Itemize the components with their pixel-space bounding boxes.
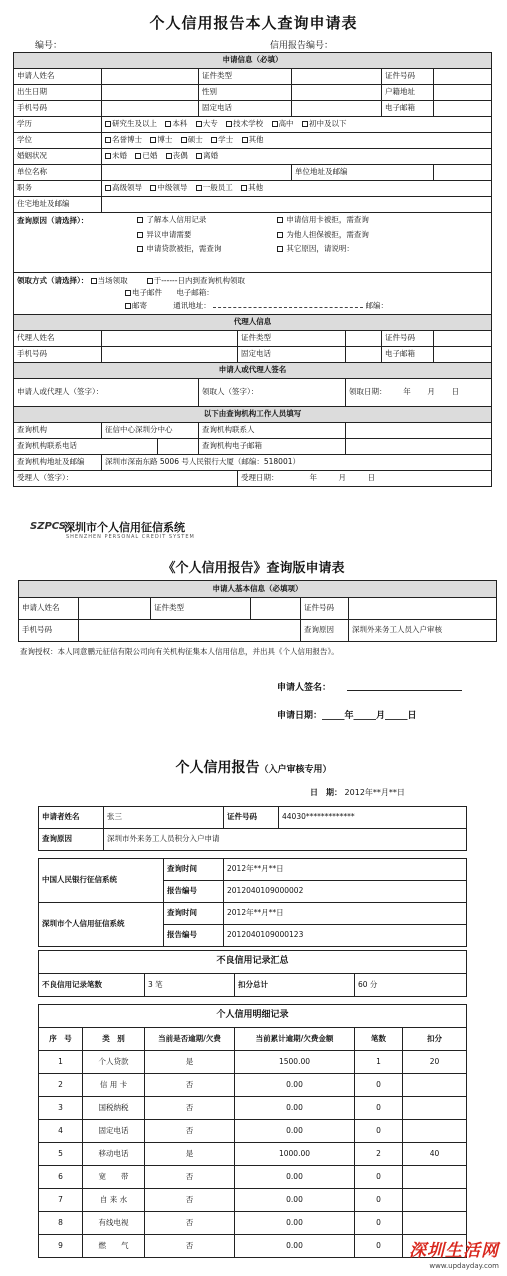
sign-applicant-cell[interactable]: 申请人或代理人（签字）： (14, 379, 199, 407)
table-cell: 否 (145, 1235, 235, 1258)
education-label: 学历 (14, 117, 102, 133)
position-label: 职务 (14, 181, 102, 197)
position-options (102, 181, 492, 197)
form2-authorization: 查询授权：本人同意鹏元征信有限公司向有关机构征集本人信用信息，并出具《个人信用报告》。 (20, 647, 339, 656)
checkbox-icon (137, 232, 143, 238)
points-total-label: 扣分总计 (235, 974, 355, 997)
checkbox-icon (137, 246, 143, 252)
inst-contact-label: 查询机构联系人 (199, 423, 346, 439)
reason-option[interactable]: 其它原因，请说明： (277, 245, 457, 253)
form2-id-type-label: 证件类型 (151, 598, 251, 620)
table-cell: 0.00 (235, 1235, 355, 1258)
column-header: 当前累计逾期/欠费金额 (235, 1028, 355, 1051)
checkbox-icon (241, 185, 247, 191)
agent-name-label: 代理人姓名 (14, 331, 102, 347)
table-cell: 0.00 (235, 1166, 355, 1189)
marital-options (102, 149, 492, 165)
marital-label: 婚姻状况 (14, 149, 102, 165)
agent-id-number-field[interactable] (434, 331, 492, 347)
table-cell: 否 (145, 1189, 235, 1212)
column-header: 笔数 (355, 1028, 403, 1051)
report-subtitle: （入户审核专用） (259, 765, 332, 775)
table-cell: 固定电话 (83, 1120, 145, 1143)
inst-phone-label: 查询机构联系电话 (14, 439, 158, 455)
szpcs-logo (30, 517, 230, 543)
table-cell: 否 (145, 1097, 235, 1120)
form1-title: 个人信用报告本人查询申请表 (149, 14, 358, 32)
table-cell: 0 (355, 1235, 403, 1258)
position-option[interactable]: 中级领导 (150, 184, 187, 192)
logo-name: 深圳市个人信用征信系统 (64, 521, 185, 534)
table-row (39, 1189, 467, 1212)
table-cell: 0 (355, 1166, 403, 1189)
column-header: 序 号 (39, 1028, 83, 1051)
table-cell: 是 (145, 1143, 235, 1166)
employer-field[interactable] (102, 165, 292, 181)
table-cell (403, 1166, 467, 1189)
detail-header: 个人信用明细记录 (39, 1005, 467, 1028)
table-cell: 0.00 (235, 1074, 355, 1097)
table-cell: 1000.00 (235, 1143, 355, 1166)
inst-address-value: 深圳市深南东路 5006 号人民银行大厦（邮编：518001） (102, 455, 492, 471)
applicant-name-label: 申请者姓名 (39, 807, 104, 829)
table-row (39, 1143, 467, 1166)
query-reason-value: 深圳市外来务工人员积分入户申请 (104, 829, 467, 851)
form2-sign-label: 申请人签名： (277, 683, 332, 693)
table-cell: 1 (39, 1051, 83, 1074)
education-option[interactable]: 研究生及以上 (105, 120, 157, 128)
method-option[interactable]: 当场领取 (91, 276, 128, 285)
table-cell: 有线电视 (83, 1212, 145, 1235)
table-cell: 0 (355, 1120, 403, 1143)
checkbox-icon (125, 303, 131, 309)
agent-name-field[interactable] (102, 331, 238, 347)
position-option[interactable]: 其他 (241, 184, 263, 192)
form2-name-label: 申请人姓名 (19, 598, 79, 620)
degree-option[interactable]: 硕士 (181, 136, 203, 144)
bad-count-value: 3 笔 (145, 974, 235, 997)
table-cell: 0.00 (235, 1120, 355, 1143)
checkbox-icon (105, 121, 111, 127)
checkbox-icon (105, 137, 111, 143)
checkbox-icon (147, 278, 153, 284)
szpcs-report-no-label: 报告编号 (164, 925, 224, 947)
email-label: 电子邮箱 (382, 101, 434, 117)
watermark-name: 深圳生活网 (409, 1241, 499, 1261)
table-cell: 0 (355, 1074, 403, 1097)
report-detail-table (38, 950, 467, 1258)
checkbox-icon (91, 278, 97, 284)
method-label: 领取方式（请选择）： (17, 276, 89, 285)
szpcs-query-time-value: 2012年**月**日 (224, 903, 467, 925)
form2-id-type-field[interactable] (251, 598, 301, 620)
checkbox-icon (277, 246, 283, 252)
checkbox-icon (226, 121, 232, 127)
employer-address-label: 单位地址及邮编 (292, 165, 434, 181)
table-row (39, 1074, 467, 1097)
method-option[interactable]: 于------日内到查询机构领取 (147, 276, 245, 285)
method-cell (14, 273, 492, 315)
pboc-system-label: 中国人民银行征信系统 (39, 859, 164, 903)
id-type-label: 证件类型 (199, 69, 292, 85)
points-total-value: 60 分 (355, 974, 467, 997)
pboc-query-time-value: 2012年**月**日 (224, 859, 467, 881)
bad-summary-header: 不良信用记录汇总 (39, 951, 467, 974)
table-cell: 20 (403, 1051, 467, 1074)
form2-table (18, 580, 497, 642)
table-cell: 否 (145, 1212, 235, 1235)
marital-option[interactable]: 离婚 (196, 152, 218, 160)
table-cell: 0 (355, 1189, 403, 1212)
method-email-address-label: 电子邮箱： (176, 288, 214, 298)
form2-id-number-label: 证件号码 (301, 598, 349, 620)
checkbox-icon (135, 153, 141, 159)
checkbox-icon (272, 121, 278, 127)
table-cell: 个人贷款 (83, 1051, 145, 1074)
table-row (39, 1097, 467, 1120)
pboc-report-no-label: 报告编号 (164, 881, 224, 903)
pboc-query-time-label: 查询时间 (164, 859, 224, 881)
table-cell (403, 1189, 467, 1212)
table-cell: 9 (39, 1235, 83, 1258)
agent-email-field[interactable] (434, 347, 492, 363)
watermark-url: www.updayday.com (429, 1262, 499, 1270)
handle-date-cell[interactable]: 受理日期： 年 月 日 (238, 471, 492, 487)
table-cell: 40 (403, 1143, 467, 1166)
checkbox-icon (125, 290, 131, 296)
szpcs-system-label: 深圳市个人信用征信系统 (39, 903, 164, 947)
gender-field[interactable] (292, 85, 382, 101)
agent-section-header: 代理人信息 (14, 315, 492, 331)
agent-landline-label: 固定电话 (238, 347, 346, 363)
table-cell: 0 (355, 1097, 403, 1120)
form2-title: 《个人信用报告》查询版申请表 (162, 561, 345, 576)
education-option[interactable]: 技术学校 (226, 120, 263, 128)
inst-contact-field[interactable] (346, 423, 492, 439)
table-cell: 0.00 (235, 1097, 355, 1120)
home-address-label: 住宅地址及邮编 (14, 197, 102, 213)
mobile-field[interactable] (102, 101, 199, 117)
bad-count-label: 不良信用记录笔数 (39, 974, 145, 997)
checkbox-icon (105, 153, 111, 159)
marital-option[interactable]: 未婚 (105, 152, 127, 160)
position-option[interactable]: 一般员工 (196, 184, 233, 192)
degree-option[interactable]: 名誉博士 (105, 136, 142, 144)
landline-field[interactable] (292, 101, 382, 117)
id-type-field[interactable] (292, 69, 382, 85)
szpcs-report-no-value: 2012040109000123 (224, 925, 467, 947)
table-cell: 否 (145, 1120, 235, 1143)
form2-mobile-label: 手机号码 (19, 620, 79, 642)
id-number-field[interactable] (434, 69, 492, 85)
table-cell: 移动电话 (83, 1143, 145, 1166)
checkbox-icon (150, 185, 156, 191)
table-cell: 0.00 (235, 1212, 355, 1235)
post-address-line[interactable] (213, 307, 363, 308)
checkbox-icon (181, 137, 187, 143)
method-post-code-label: 邮编： (365, 300, 389, 310)
degree-option[interactable]: 博士 (150, 136, 172, 144)
reason-cell (14, 213, 492, 273)
form2-mobile-field[interactable] (79, 620, 301, 642)
checkbox-icon (196, 121, 202, 127)
hukou-label: 户籍地址 (382, 85, 434, 101)
landline-label: 固定电话 (199, 101, 292, 117)
form2-sign-line[interactable] (347, 690, 462, 691)
agent-mobile-label: 手机号码 (14, 347, 102, 363)
table-cell: 0.00 (235, 1189, 355, 1212)
education-option[interactable]: 高中 (272, 120, 294, 128)
szpcs-query-time-label: 查询时间 (164, 903, 224, 925)
handler-cell[interactable]: 受理人（签字）： (14, 471, 238, 487)
reason-option[interactable]: 为他人担保被拒，需查询 (277, 231, 457, 239)
reason-option[interactable]: 申请信用卡被拒，需查询 (277, 216, 457, 224)
report-title: 个人信用报告（入户审核专用） (175, 760, 332, 776)
detail-rows (39, 1051, 467, 1258)
checkbox-icon (105, 185, 111, 191)
method-post-address-label: 通讯地址： (173, 300, 211, 310)
home-address-field[interactable] (102, 197, 492, 213)
id-number-label: 证件号码 (382, 69, 434, 85)
sign-section-header: 申请人或代理人签名 (14, 363, 492, 379)
query-reason-label: 查询原因 (39, 829, 104, 851)
table-cell: 7 (39, 1189, 83, 1212)
agent-id-type-field[interactable] (346, 331, 382, 347)
reason-option[interactable]: 了解本人信用记录 (137, 216, 277, 224)
method-option[interactable]: 邮寄 (125, 301, 147, 310)
column-header: 类 别 (83, 1028, 145, 1051)
checkbox-icon (196, 153, 202, 159)
report-date: 日 期： 2012年**月**日 (310, 788, 405, 797)
degree-option[interactable]: 学士 (211, 136, 233, 144)
inst-value: 征信中心深圳分中心 (102, 423, 199, 439)
inst-email-field[interactable] (346, 439, 492, 455)
hukou-field[interactable] (434, 85, 492, 101)
degree-label: 学位 (14, 133, 102, 149)
agent-id-type-label: 证件类型 (238, 331, 346, 347)
site-watermark (383, 1236, 499, 1272)
column-header: 扣分 (403, 1028, 467, 1051)
name-field[interactable] (102, 69, 199, 85)
table-cell: 是 (145, 1051, 235, 1074)
applicant-section-header: 申请信息（必填） (14, 53, 492, 69)
table-cell: 否 (145, 1074, 235, 1097)
staff-section-header: 以下由查询机构工作人员填写 (14, 407, 492, 423)
checkbox-icon (166, 153, 172, 159)
table-cell: 1 (355, 1051, 403, 1074)
birth-label: 出生日期 (14, 85, 102, 101)
form2-date-label: 申请日期：_____年_____月_____日 (277, 711, 417, 721)
table-cell (403, 1120, 467, 1143)
reason-option[interactable]: 异议申请需要 (137, 231, 277, 239)
education-option[interactable]: 初中及以下 (302, 120, 347, 128)
email-field[interactable] (434, 101, 492, 117)
employer-address-field[interactable] (434, 165, 492, 181)
checkbox-icon (242, 137, 248, 143)
table-cell: 6 (39, 1166, 83, 1189)
table-row (39, 1051, 467, 1074)
inst-email-label: 查询机构电子邮箱 (199, 439, 346, 455)
logo-english: SHENZHEN PERSONAL CREDIT SYSTEM (66, 534, 195, 540)
employer-label: 单位名称 (14, 165, 102, 181)
form2-reason-value: 深圳外来务工人员入户审核 (349, 620, 497, 642)
table-cell: 3 (39, 1097, 83, 1120)
form2-name-field[interactable] (79, 598, 151, 620)
column-header: 当前是否逾期/欠费 (145, 1028, 235, 1051)
logo-mark: SZPCS (30, 521, 66, 532)
table-cell: 燃 气 (83, 1235, 145, 1258)
table-cell: 1500.00 (235, 1051, 355, 1074)
inst-phone-field[interactable] (158, 439, 199, 455)
form2-id-number-field[interactable] (349, 598, 497, 620)
checkbox-icon (137, 217, 143, 223)
table-cell: 2 (39, 1074, 83, 1097)
table-cell: 5 (39, 1143, 83, 1166)
form1-table (13, 52, 492, 487)
checkbox-icon (150, 137, 156, 143)
table-cell: 信 用 卡 (83, 1074, 145, 1097)
table-cell: 宽 带 (83, 1166, 145, 1189)
birth-field[interactable] (102, 85, 199, 101)
marital-option[interactable]: 丧偶 (166, 152, 188, 160)
education-option[interactable]: 本科 (165, 120, 187, 128)
form2-section-header: 申请人基本信息（必填项） (19, 581, 497, 598)
table-cell (403, 1097, 467, 1120)
form2-reason-label: 查询原因 (301, 620, 349, 642)
table-row (39, 1212, 467, 1235)
inst-label: 查询机构 (14, 423, 102, 439)
checkbox-icon (165, 121, 171, 127)
position-option[interactable]: 高级领导 (105, 184, 142, 192)
report-header-table (38, 806, 467, 947)
table-cell: 8 (39, 1212, 83, 1235)
agent-mobile-field[interactable] (102, 347, 238, 363)
reason-option[interactable]: 申请贷款被拒，需查询 (137, 245, 277, 253)
table-cell: 2 (355, 1143, 403, 1166)
pboc-report-no-value: 2012040109000002 (224, 881, 467, 903)
education-options (102, 117, 492, 133)
table-cell: 否 (145, 1166, 235, 1189)
reason-label: 查询原因（请选择）： (17, 216, 89, 225)
education-option[interactable]: 大专 (196, 120, 218, 128)
table-cell: 国税纳税 (83, 1097, 145, 1120)
table-cell (403, 1212, 467, 1235)
applicant-name-value: 张三 (104, 807, 224, 829)
marital-option[interactable]: 已婚 (135, 152, 157, 160)
gender-label: 性别 (199, 85, 292, 101)
table-row (39, 1120, 467, 1143)
id-number-value: 44030************* (279, 807, 467, 829)
sign-date-cell[interactable]: 领取日期： 年 月 日 (346, 379, 492, 407)
checkbox-icon (302, 121, 308, 127)
agent-email-label: 电子邮箱 (382, 347, 434, 363)
inst-address-label: 查询机构地址及邮编 (14, 455, 102, 471)
degree-options (102, 133, 492, 149)
checkbox-icon (277, 232, 283, 238)
checkbox-icon (277, 217, 283, 223)
agent-id-number-label: 证件号码 (382, 331, 434, 347)
method-option[interactable]: 电子邮件 (125, 288, 162, 297)
table-cell: 自 来 水 (83, 1189, 145, 1212)
checkbox-icon (196, 185, 202, 191)
degree-option[interactable]: 其他 (242, 136, 264, 144)
agent-landline-field[interactable] (346, 347, 382, 363)
table-cell: 4 (39, 1120, 83, 1143)
checkbox-icon (211, 137, 217, 143)
table-row (39, 1166, 467, 1189)
form1-report-number-label: 信用报告编号： (270, 41, 334, 51)
form1-number-label: 编号： (35, 41, 63, 51)
table-cell (403, 1074, 467, 1097)
table-cell: 0 (355, 1212, 403, 1235)
mobile-label: 手机号码 (14, 101, 102, 117)
id-number-label: 证件号码 (224, 807, 279, 829)
sign-receiver-cell[interactable]: 领取人（签字）： (199, 379, 346, 407)
name-label: 申请人姓名 (14, 69, 102, 85)
